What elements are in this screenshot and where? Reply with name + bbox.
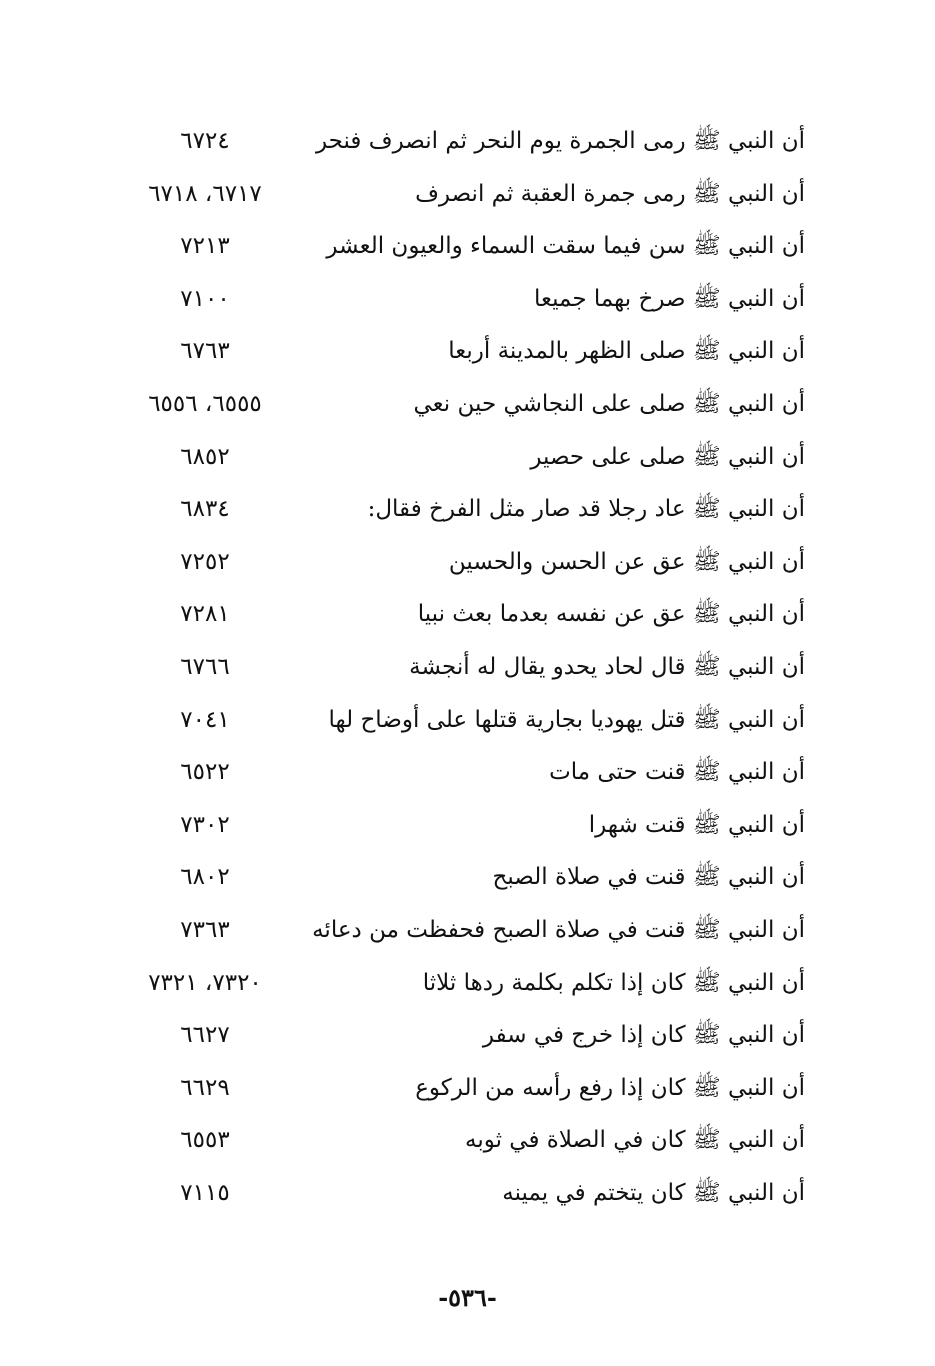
index-entry: [120, 962, 805, 1015]
index-entry: [120, 173, 805, 226]
hadith-text: أن النبي ﷺ عق عن الحسن والحسين: [448, 548, 805, 575]
hadith-reference-numbers: ٦٧٦٣: [180, 338, 230, 365]
hadith-text: أن النبي ﷺ قال لحاد يحدو يقال له أنجشة: [409, 653, 805, 680]
hadith-text: أن النبي ﷺ رمى الجمرة يوم النحر ثم انصرف فنحر: [315, 128, 805, 154]
hadith-reference-numbers: ٦٥٥٥، ٦٥٥٦: [148, 390, 262, 417]
index-entry: [120, 383, 805, 436]
index-entry: [120, 488, 805, 541]
index-entry: [120, 225, 805, 278]
index-entry: [120, 804, 805, 857]
hadith-text: أن النبي ﷺ صلى على حصير: [530, 443, 805, 470]
hadith-text: أن النبي ﷺ قنت في صلاة الصبح فحفظت من دعائه: [312, 916, 805, 943]
hadith-reference-numbers: ٦٥٥٣: [180, 1127, 230, 1154]
index-entry: [120, 856, 805, 909]
hadith-text: أن النبي ﷺ قنت حتى مات: [549, 759, 805, 786]
hadith-text: أن النبي ﷺ كان إذا خرج في سفر: [482, 1022, 805, 1049]
hadith-reference-numbers: ٧١١٥: [180, 1179, 230, 1206]
hadith-index-list: [120, 120, 805, 1224]
hadith-reference-numbers: ٧٢٥٢: [180, 548, 230, 575]
hadith-reference-numbers: ٦٨٥٢: [180, 443, 230, 470]
hadith-text: أن النبي ﷺ قنت في صلاة الصبح: [492, 864, 805, 891]
hadith-reference-numbers: ٦٦٢٩: [180, 1074, 230, 1101]
index-entry: [120, 436, 805, 489]
index-entry: [120, 593, 805, 646]
hadith-text: أن النبي ﷺ كان إذا تكلم بكلمة ردها ثلاثا: [422, 969, 805, 996]
hadith-text: أن النبي ﷺ قتل يهوديا بجارية قتلها على أوضاح لها: [328, 706, 805, 733]
hadith-text: أن النبي ﷺ صرخ بهما جميعا: [533, 285, 805, 312]
hadith-reference-numbers: ٦٥٢٢: [180, 759, 230, 786]
page-number: -٥٣٦-: [438, 1283, 497, 1312]
index-entry: [120, 278, 805, 331]
hadith-reference-numbers: ٦٧٢٤: [180, 128, 230, 154]
hadith-text: أن النبي ﷺ عاد رجلا قد صار مثل الفرخ فقال:: [367, 496, 805, 523]
index-entry: [120, 751, 805, 804]
index-entry: [120, 1014, 805, 1067]
index-entry: [120, 1067, 805, 1120]
hadith-reference-numbers: ٧٢١٣: [180, 233, 230, 260]
hadith-reference-numbers: ٧٢٨١: [180, 601, 230, 628]
index-entry: [120, 909, 805, 962]
index-entry: [120, 330, 805, 383]
index-entry: [120, 1119, 805, 1172]
hadith-text: أن النبي ﷺ صلى على النجاشي حين نعي: [413, 390, 805, 417]
index-entry: [120, 541, 805, 594]
index-entry: [120, 1172, 805, 1225]
hadith-text: أن النبي ﷺ رمى جمرة العقبة ثم انصرف: [415, 180, 805, 207]
hadith-text: أن النبي ﷺ كان يتختم في يمينه: [502, 1179, 805, 1206]
hadith-reference-numbers: ٧٣٦٣: [180, 916, 230, 943]
hadith-text: أن النبي ﷺ كان في الصلاة في ثوبه: [464, 1127, 805, 1154]
hadith-text: أن النبي ﷺ قنت شهرا: [588, 811, 805, 838]
hadith-text: أن النبي ﷺ سن فيما سقت السماء والعيون العشر: [326, 233, 805, 260]
hadith-reference-numbers: ٧٣٢٠، ٧٣٢١: [148, 969, 262, 996]
index-entry: [120, 646, 805, 699]
hadith-reference-numbers: ٦٦٢٧: [180, 1022, 230, 1049]
index-entry: [120, 699, 805, 752]
hadith-reference-numbers: ٦٧١٧، ٦٧١٨: [148, 180, 262, 207]
hadith-reference-numbers: ٧٠٤١: [180, 706, 230, 733]
hadith-reference-numbers: ٦٧٦٦: [180, 653, 230, 680]
hadith-reference-numbers: ٦٨٣٤: [180, 496, 230, 523]
hadith-text: أن النبي ﷺ عق عن نفسه بعدما بعث نبيا: [417, 601, 805, 628]
index-entry: [120, 120, 805, 173]
hadith-text: أن النبي ﷺ صلى الظهر بالمدينة أربعا: [448, 338, 805, 365]
hadith-reference-numbers: ٧١٠٠: [180, 285, 230, 312]
hadith-reference-numbers: ٧٣٠٢: [180, 811, 230, 838]
hadith-reference-numbers: ٦٨٠٢: [180, 864, 230, 891]
hadith-text: أن النبي ﷺ كان إذا رفع رأسه من الركوع: [415, 1074, 805, 1101]
